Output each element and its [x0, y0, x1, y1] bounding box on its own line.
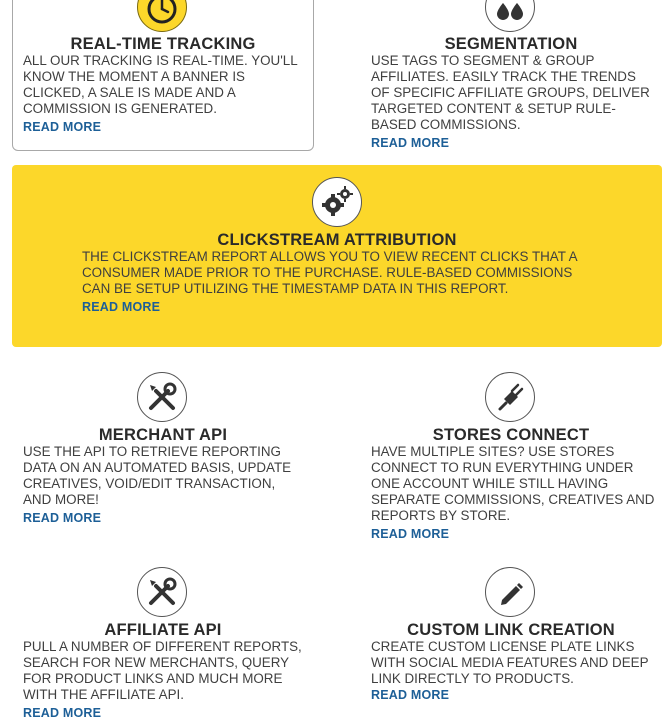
feature-title-clickstream: CLICKSTREAM ATTRIBUTION — [217, 231, 457, 249]
feature-title-stores-connect: STORES CONNECT — [432, 426, 590, 444]
read-more-custom-link-link[interactable]: READ MORE — [371, 688, 450, 702]
read-more-affiliate-api-link[interactable]: READ MORE — [23, 706, 102, 720]
read-more-segmentation-link[interactable]: READ MORE — [371, 136, 450, 150]
feature-description-segmentation: USE TAGS TO SEGMENT & GROUP AFFILIATES. EASILY TRACK THE TRENDS OF SPECIFIC AFFILIATE GROUPS, DELIVER TARGETED CONTENT & SETUP RULE-BASED COMMISSIONS. — [371, 53, 650, 132]
feature-title-realtime-tracking: REAL-TIME TRACKING — [70, 35, 256, 53]
pencil-icon — [485, 567, 535, 617]
read-more-clickstream-link[interactable]: READ MORE — [82, 300, 161, 314]
read-more-stores-connect-link[interactable]: READ MORE — [371, 527, 450, 541]
feature-description-realtime-tracking: ALL OUR TRACKING IS REAL-TIME. YOU'LL KNOW THE MOMENT A BANNER IS CLICKED, A SALE IS MADE AND A COMMISSION IS GENERATED. — [23, 53, 298, 116]
feature-description-affiliate-api: PULL A NUMBER OF DIFFERENT REPORTS, SEARCH FOR NEW MERCHANTS, QUERY FOR PRODUCT LINKS AND MUCH MORE WITH THE AFFILIATE API. — [23, 639, 302, 702]
feature-title-merchant-api: MERCHANT API — [98, 426, 228, 444]
feature-description-custom-link: CREATE CUSTOM LICENSE PLATE LINKS WITH SOCIAL MEDIA FEATURES AND DEEP LINK DIRECTLY TO PRODUCTS. — [371, 639, 649, 686]
feature-description-clickstream: THE CLICKSTREAM REPORT ALLOWS YOU TO VIEW RECENT CLICKS THAT A CONSUMER MADE PRIOR TO THE PURCHASE. RULE-BASED COMMISSIONS CAN BE SETUP UTILIZING THE TIMESTAMP DATA IN THIS REPORT. — [82, 249, 577, 296]
read-more-merchant-api-link[interactable]: READ MORE — [23, 511, 102, 525]
feature-title-custom-link: CUSTOM LINK CREATION — [407, 621, 615, 639]
drops-icon — [485, 0, 535, 32]
tools-icon — [137, 567, 187, 617]
feature-title-affiliate-api: AFFILIATE API — [104, 621, 222, 639]
read-more-realtime-tracking-link[interactable]: READ MORE — [23, 120, 102, 134]
tools-icon — [137, 372, 187, 422]
gears-icon — [312, 177, 362, 227]
feature-description-stores-connect: HAVE MULTIPLE SITES? USE STORES CONNECT TO RUN EVERYTHING UNDER ONE ACCOUNT WHILE STILL HAVING SEPARATE COMMISSIONS, CREATIVES AND REPORTS BY STORE. — [371, 444, 655, 523]
feature-description-merchant-api: USE THE API TO RETRIEVE REPORTING DATA ON AN AUTOMATED BASIS, UPDATE CREATIVES, VOID/EDIT TRANSACTION, AND MORE! — [23, 444, 292, 507]
plug-icon — [485, 372, 535, 422]
feature-title-segmentation: SEGMENTATION — [444, 35, 578, 53]
